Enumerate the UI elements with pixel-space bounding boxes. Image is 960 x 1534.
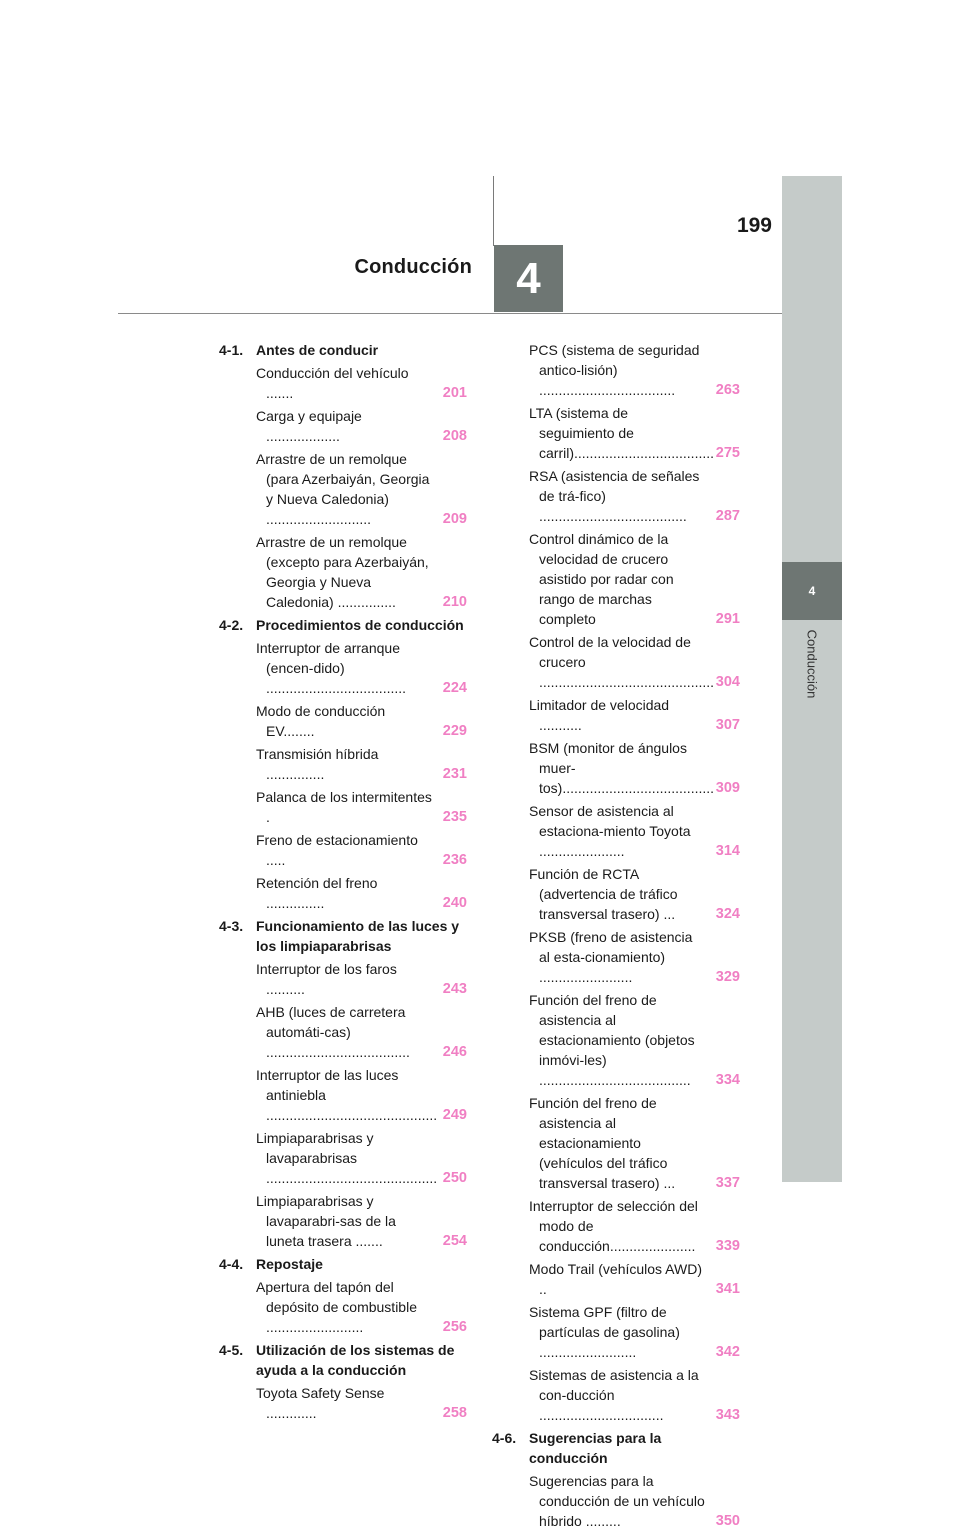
toc-entry[interactable]: [492, 1302, 740, 1362]
toc-entry-text: Apertura del tapón del depósito de combustible .........................: [256, 1279, 417, 1335]
toc-section-number: 4-5.: [219, 1342, 244, 1358]
toc-section-title: Procedimientos de conducción: [256, 617, 464, 633]
toc-entry[interactable]: [492, 529, 740, 629]
toc-entry[interactable]: [219, 744, 467, 784]
toc-entry-text: Interruptor de las luces antiniebla ............................................: [256, 1067, 438, 1123]
toc-section-number: 4-6.: [492, 1430, 517, 1446]
toc-section-title: Utilización de los sistemas de ayuda a la conducción: [256, 1342, 455, 1378]
header-rule: [118, 313, 782, 314]
toc-page-link[interactable]: 350: [715, 1513, 740, 1529]
toc-entry-text: Modo Trail (vehículos AWD) ..: [529, 1261, 702, 1297]
toc-page-link[interactable]: 341: [715, 1281, 740, 1297]
toc-page-link[interactable]: 256: [442, 1319, 467, 1335]
toc-entry-text: Toyota Safety Sense .............: [256, 1385, 385, 1421]
toc-entry-text: AHB (luces de carretera automáti-cas) .....................................: [256, 1004, 410, 1060]
toc-entry[interactable]: [492, 695, 740, 735]
toc-entry[interactable]: [492, 864, 740, 924]
toc-entry-text: Limpiaparabrisas y lavaparabri-sas de la luneta trasera .......: [256, 1193, 396, 1249]
toc-entry-text: Arrastre de un remolque (excepto para Azerbaiyán, Georgia y Nueva Caledonia) ...............: [256, 534, 429, 610]
toc-entry-text: Sugerencias para la conducción de un vehículo híbrido .........: [529, 1473, 705, 1529]
toc-section-number: 4-2.: [219, 617, 244, 633]
toc-page-link[interactable]: 304: [715, 674, 740, 690]
toc-entry-text: Función de RCTA (advertencia de tráfico transversal trasero) ...: [529, 866, 678, 922]
toc-entry-text: Limpiaparabrisas y lavaparabrisas ............................................: [256, 1130, 438, 1186]
toc-entry[interactable]: [492, 1093, 740, 1193]
toc-entry[interactable]: [219, 532, 467, 612]
toc-entry[interactable]: [219, 830, 467, 870]
toc-section-title: Antes de conducir: [256, 342, 379, 358]
toc-entry[interactable]: [219, 638, 467, 698]
side-tab-label: Conducción: [804, 629, 820, 699]
toc-entry-text: Conducción del vehículo .......: [256, 365, 409, 401]
toc-page-link[interactable]: 339: [715, 1238, 740, 1254]
toc-entry-text: Transmisión híbrida ...............: [256, 746, 379, 782]
toc-section-number: 4-1.: [219, 342, 244, 358]
toc-section-number: 4-4.: [219, 1256, 244, 1272]
toc-right-column: [492, 340, 740, 1534]
toc-page-link[interactable]: 287: [715, 508, 740, 524]
toc-entry-text: Sistemas de asistencia a la con-ducción ................................: [529, 1367, 699, 1423]
side-tab-chapter-number[interactable]: 4: [782, 562, 842, 620]
toc-page-link[interactable]: 309: [715, 780, 740, 796]
toc-section-title: Sugerencias para la conducción: [529, 1430, 662, 1466]
header-divider: [493, 176, 494, 246]
toc-left-column: [219, 340, 467, 1426]
toc-page-link[interactable]: 246: [442, 1044, 467, 1060]
toc-page-link[interactable]: 343: [715, 1407, 740, 1423]
toc-section-heading: [219, 615, 467, 635]
toc-entry-text: Limitador de velocidad ...........: [529, 697, 670, 733]
toc-entry-text: Freno de estacionamiento .....: [256, 832, 418, 868]
toc-page-link[interactable]: 275: [715, 445, 740, 461]
toc-page-link[interactable]: 291: [715, 611, 740, 627]
toc-entry-text: Sistema GPF (filtro de partículas de gasolina) .........................: [529, 1304, 680, 1360]
toc-section: [219, 1340, 467, 1423]
toc-section-heading: [219, 340, 467, 360]
toc-entry-text: Interruptor de los faros ..........: [256, 961, 397, 997]
toc-section: [219, 615, 467, 913]
toc-entry[interactable]: [492, 1196, 740, 1256]
toc-page-link[interactable]: 208: [442, 428, 467, 444]
toc-section-heading: [219, 1254, 467, 1274]
toc-entry[interactable]: [492, 340, 740, 400]
toc-page-link[interactable]: 236: [442, 852, 467, 868]
toc-entry[interactable]: [492, 1259, 740, 1299]
toc-page-link[interactable]: 314: [715, 843, 740, 859]
toc-entry-text: Interruptor de selección del modo de conducción......................: [529, 1198, 698, 1254]
toc-section: [219, 340, 467, 612]
toc-entry-text: BSM (monitor de ángulos muer-tos).......................................: [529, 740, 715, 796]
toc-page-link[interactable]: 231: [442, 766, 467, 782]
toc-entry[interactable]: [219, 787, 467, 827]
toc-section-heading: [219, 1340, 467, 1380]
toc-entry[interactable]: [492, 1365, 740, 1425]
toc-page-link[interactable]: 235: [442, 809, 467, 825]
chapter-number-box: 4: [494, 245, 563, 312]
toc-page-link[interactable]: 201: [442, 385, 467, 401]
toc-entry[interactable]: [492, 927, 740, 987]
toc-entry-text: Control de la velocidad de crucero .............................................: [529, 634, 715, 690]
toc-entry[interactable]: [219, 1065, 467, 1125]
toc-entry[interactable]: [219, 959, 467, 999]
toc-section: [219, 1254, 467, 1337]
toc-entry-text: Función del freno de asistencia al estacionamiento (vehículos del tráfico transversal trasero) ...: [529, 1095, 676, 1191]
toc-entry[interactable]: [492, 632, 740, 692]
toc-page-link[interactable]: 337: [715, 1175, 740, 1191]
toc-page-link[interactable]: 229: [442, 723, 467, 739]
toc-page-link[interactable]: 263: [715, 382, 740, 398]
toc-page-link[interactable]: 209: [442, 511, 467, 527]
toc-entry[interactable]: [219, 1383, 467, 1423]
toc-section: [492, 340, 740, 1425]
toc-entry-text: Modo de conducción EV........: [256, 703, 386, 739]
toc-entry[interactable]: [492, 403, 740, 463]
toc-entry-text: Función del freno de asistencia al estacionamiento (objetos inmóvi-les) .......................................: [529, 992, 695, 1088]
toc-entry[interactable]: [219, 873, 467, 913]
chapter-title: Conducción: [354, 256, 472, 278]
toc-page-link[interactable]: 243: [442, 981, 467, 997]
toc-page-link[interactable]: 240: [442, 895, 467, 911]
toc-entry-text: Retención del freno ...............: [256, 875, 378, 911]
toc-entry-text: Sensor de asistencia al estaciona-miento Toyota ......................: [529, 803, 691, 859]
toc-entry[interactable]: [219, 406, 467, 446]
toc-section: [219, 916, 467, 1251]
page-number: 199: [736, 214, 772, 237]
toc-section-title: Funcionamiento de las luces y los limpiaparabrisas: [256, 918, 460, 954]
toc-page-link[interactable]: 329: [715, 969, 740, 985]
toc-entry-text: Interruptor de arranque (encen-dido) ....................................: [256, 640, 407, 696]
toc-entry[interactable]: [492, 466, 740, 526]
toc-entry-text: PCS (sistema de seguridad antico-lisión) ...................................: [529, 342, 700, 398]
toc-entry-text: LTA (sistema de seguimiento de carril)....................................: [529, 405, 715, 461]
toc-page-link[interactable]: 210: [442, 594, 467, 610]
toc-page-link[interactable]: 224: [442, 680, 467, 696]
toc-entry-text: RSA (asistencia de señales de trá-fico) ......................................: [529, 468, 700, 524]
toc-page-link[interactable]: 258: [442, 1405, 467, 1421]
toc-entry-text: Arrastre de un remolque (para Azerbaiyán, Georgia y Nueva Caledonia) ...........................: [256, 451, 430, 527]
toc-entry[interactable]: [219, 1191, 467, 1251]
toc-entry[interactable]: [219, 1002, 467, 1062]
toc-entry[interactable]: [219, 701, 467, 741]
toc-entry-text: Palanca de los intermitentes .: [256, 789, 432, 825]
toc-page-link[interactable]: 334: [715, 1072, 740, 1088]
toc-entry[interactable]: [219, 449, 467, 529]
toc-entry[interactable]: [492, 990, 740, 1090]
toc-page-link[interactable]: 342: [715, 1344, 740, 1360]
toc-section-heading: [219, 916, 467, 956]
toc-page-link[interactable]: 324: [715, 906, 740, 922]
toc-page-link[interactable]: 249: [442, 1107, 467, 1123]
toc-entry[interactable]: [219, 1277, 467, 1337]
toc-section-title: Repostaje: [256, 1256, 323, 1272]
toc-entry[interactable]: [492, 738, 740, 798]
toc-page-link[interactable]: 307: [715, 717, 740, 733]
toc-entry-text: PKSB (freno de asistencia al esta-cionamiento) ........................: [529, 929, 693, 985]
toc-entry[interactable]: [492, 1471, 740, 1531]
toc-entry[interactable]: [492, 801, 740, 861]
toc-page-link[interactable]: 254: [442, 1233, 467, 1249]
toc-entry[interactable]: [219, 1128, 467, 1188]
toc-page-link[interactable]: 250: [442, 1170, 467, 1186]
toc-entry-text: Control dinámico de la velocidad de crucero asistido por radar con rango de marchas completo: [529, 531, 674, 627]
toc-entry[interactable]: [219, 363, 467, 403]
toc-section-heading: [492, 1428, 740, 1468]
toc-section-number: 4-3.: [219, 918, 244, 934]
toc-section: [492, 1428, 740, 1531]
toc-entry-text: Carga y equipaje ...................: [256, 408, 362, 444]
